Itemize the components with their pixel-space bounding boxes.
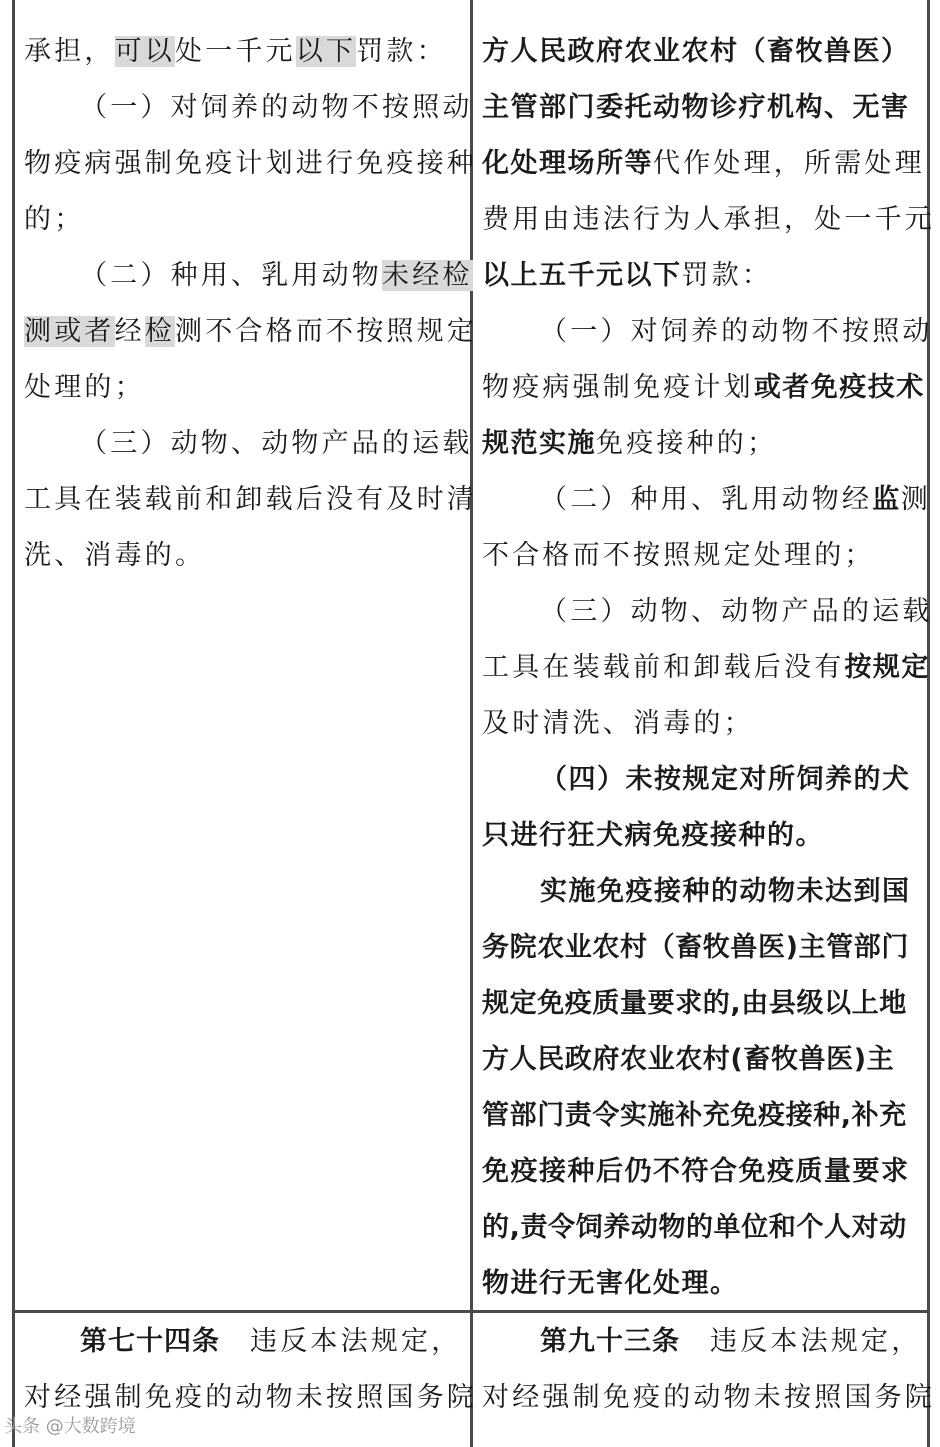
right-line-21 xyxy=(482,1144,910,1200)
right-line-17 xyxy=(482,920,909,976)
text-segment: 罚款： xyxy=(681,260,773,291)
right-line-1 xyxy=(482,24,910,80)
article-number: 第七十四条 xyxy=(80,1326,220,1357)
bold-text: 管部门责令实施补充免疫接种,补充 xyxy=(482,1100,907,1131)
right-line-11 xyxy=(540,584,933,640)
left-line-5 xyxy=(80,248,473,304)
bold-text: 主管部门委托动物诊疗机构、无害 xyxy=(482,92,910,123)
bold-text: 规定免疫质量要求的,由县级以上地 xyxy=(482,988,907,1019)
bold-text: 规范实施 xyxy=(482,428,596,459)
right-line-20 xyxy=(482,1088,907,1144)
article-number: 第九十三条 xyxy=(540,1326,680,1357)
text-segment: 对经强制免疫的动物未按照国务院 xyxy=(482,1382,935,1413)
highlighted-text: 检 xyxy=(144,316,176,347)
right-line-5 xyxy=(482,248,772,304)
right-line-2 xyxy=(482,80,910,136)
right-line-6 xyxy=(540,304,933,360)
bold-text: 监 xyxy=(872,484,901,515)
right-line-10 xyxy=(482,528,875,584)
text-segment: 测 xyxy=(900,484,931,515)
text-segment: 不合格而不按照规定处理的； xyxy=(482,540,875,571)
text-segment: 处一千元 xyxy=(175,36,296,67)
left-line-6 xyxy=(24,304,477,360)
text-segment: 代作处理，所需处理 xyxy=(653,148,925,179)
bottom-right-line-2 xyxy=(482,1370,935,1426)
right-line-8 xyxy=(482,416,777,472)
right-line-14 xyxy=(540,752,911,808)
text-segment: 违反本法规定， xyxy=(710,1326,922,1357)
highlighted-text: 可以 xyxy=(114,36,176,67)
text-segment: 工具在装载前和卸载后没有 xyxy=(482,652,845,683)
bottom-left-line-1 xyxy=(80,1314,461,1370)
text-segment: 物疫病强制免疫计划进行免疫接种 xyxy=(24,148,477,179)
bold-text: 物进行无害化处理。 xyxy=(482,1268,739,1299)
right-line-19 xyxy=(482,1032,894,1088)
right-line-15 xyxy=(482,808,824,864)
text-segment: 测不合格而不按照规定 xyxy=(175,316,478,347)
text-segment: 承担， xyxy=(24,36,115,67)
right-line-23 xyxy=(482,1256,739,1312)
table-row-divider xyxy=(12,1310,930,1313)
bottom-right-line-1 xyxy=(540,1314,921,1370)
text-segment: 及时清洗、消毒的； xyxy=(482,708,754,739)
table-border-left xyxy=(12,0,15,1447)
left-line-9 xyxy=(24,472,477,528)
bold-text: 务院农业农村（畜牧兽医)主管部门 xyxy=(482,932,909,963)
text-segment: （一）对饲养的动物不按照动 xyxy=(80,92,473,123)
text-segment: （三）动物、动物产品的运载 xyxy=(540,596,933,627)
bold-text: 免疫接种后仍不符合免疫质量要求 xyxy=(482,1156,910,1187)
bold-text: 方人民政府农业农村(畜牧兽医)主 xyxy=(482,1044,895,1075)
left-line-8 xyxy=(80,416,473,472)
highlighted-text: 未经检 xyxy=(382,260,473,291)
right-line-12 xyxy=(482,640,930,696)
bold-text: （四）未按规定对所饲养的犬 xyxy=(540,764,911,795)
left-line-3 xyxy=(24,136,477,192)
text-segment: 对经强制免疫的动物未按照国务院 xyxy=(24,1382,477,1413)
highlighted-text: 以下 xyxy=(295,36,357,67)
text-segment: （三）动物、动物产品的运载 xyxy=(80,428,473,459)
text-segment: 工具在装载前和卸载后没有及时清 xyxy=(24,484,477,515)
text-segment: （二）种用、乳用动物 xyxy=(80,260,382,291)
bold-text: 或者免疫技术 xyxy=(753,372,925,403)
right-line-13 xyxy=(482,696,754,752)
left-line-2 xyxy=(80,80,473,136)
bold-text: 化处理场所等 xyxy=(482,148,653,179)
text-segment: 处理的； xyxy=(24,372,145,403)
text-segment: 洗、消毒的。 xyxy=(24,540,206,571)
right-line-9 xyxy=(540,472,931,528)
left-line-4 xyxy=(24,192,84,248)
text-segment: （二）种用、乳用动物经 xyxy=(540,484,873,515)
bold-text: 实施免疫接种的动物未达到国 xyxy=(540,876,911,907)
text-segment: 物疫病强制免疫计划 xyxy=(482,372,754,403)
text-segment: （一）对饲养的动物不按照动 xyxy=(540,316,933,347)
text-segment: 费用由违法行为人承担，处一千元 xyxy=(482,204,935,235)
bold-text: 的,责令饲养动物的单位和个人对动 xyxy=(482,1212,907,1243)
right-line-4 xyxy=(482,192,935,248)
left-line-1 xyxy=(24,24,447,80)
text-segment: 罚款： xyxy=(356,36,447,67)
bold-text: 只进行狂犬病免疫接种的。 xyxy=(482,820,824,851)
highlighted-text: 测或者 xyxy=(24,316,115,347)
text-segment: 违反本法规定， xyxy=(250,1326,462,1357)
right-line-3 xyxy=(482,136,925,192)
bold-text: 按规定 xyxy=(844,652,930,683)
right-line-7 xyxy=(482,360,925,416)
text-segment: 的； xyxy=(24,204,85,235)
watermark: 头条 @大数跨境 xyxy=(4,1416,136,1437)
right-line-16 xyxy=(540,864,911,920)
right-line-22 xyxy=(482,1200,907,1256)
right-line-18 xyxy=(482,976,907,1032)
left-line-7 xyxy=(24,360,145,416)
bold-text: 方人民政府农业农村（畜牧兽医） xyxy=(482,36,910,67)
text-segment: 免疫接种的； xyxy=(596,428,778,459)
text-segment: 经 xyxy=(114,316,145,347)
left-line-10 xyxy=(24,528,205,584)
bold-text: 以上五千元以下 xyxy=(482,260,682,291)
table-divider-center xyxy=(470,0,473,1447)
